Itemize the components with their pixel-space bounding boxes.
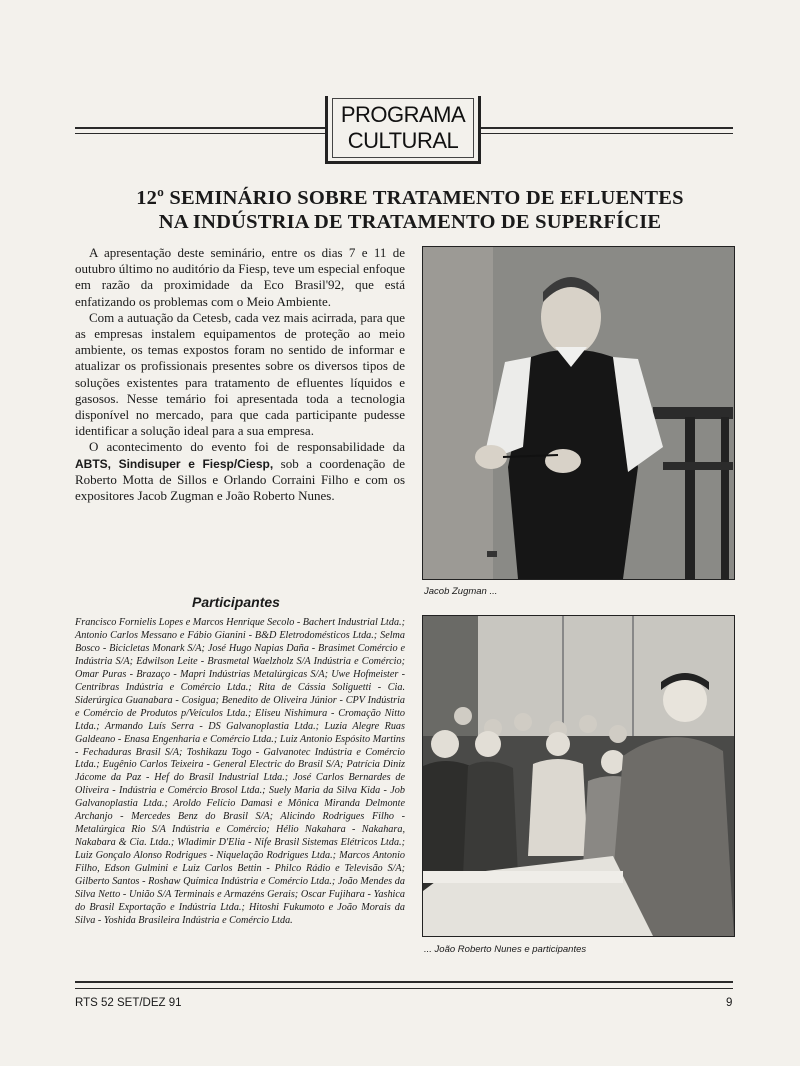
section-header-line1: PROGRAMA xyxy=(340,102,466,127)
audience-photo-illustration xyxy=(423,616,734,936)
article-title-line2: NA INDÚSTRIA DE TRATAMENTO DE SUPERFÍCIE xyxy=(158,211,662,233)
photo-jacob-zugman xyxy=(422,246,735,580)
footer-issue: RTS 52 SET/DEZ 91 xyxy=(75,997,182,1009)
header-rule-left-bottom xyxy=(75,133,325,134)
speaker-photo-illustration xyxy=(423,247,734,579)
section-header-line2: CULTURAL xyxy=(347,128,459,153)
participants-heading: Participantes xyxy=(192,594,280,610)
organizers-bold: ABTS, Sindisuper e Fiesp/Ciesp, xyxy=(75,456,274,471)
article-title-line1: 12º SEMINÁRIO SOBRE TRATAMENTO DE EFLUENTES xyxy=(136,187,684,209)
photo-caption-1: Jacob Zugman ... xyxy=(424,586,498,597)
article-body xyxy=(75,245,405,504)
header-rule-right-bottom xyxy=(481,133,733,134)
article-paragraph-1: A apresentação deste seminário, entre os dias 7 e 11 de outubro último no auditório da Fiesp, teve um especial enfoque em razão da proximidade da Eco Brasil'92, que está enfatizando os problemas com o Meio Ambiente. xyxy=(75,245,405,309)
footer-rule-top xyxy=(75,981,733,983)
section-header xyxy=(332,98,474,158)
participants-list: Francisco Fornielis Lopes e Marcos Henrique Secolo - Bachert Industrial Ltda.; Antonio Carlos Messano e Fábio Gianini - B&D Eletrodomésticos Ltda.; Selma Bosco - Bicicletas Monark S/A; José Hugo Napias Daña - Brasimet Comércio e Indústria S/A; Edwilson Leite - Brasmetal Waelzholz S/A Indústria e Comércio; Omar Puras - Brazaço - Mapri Indústrias Metalúrgicas S/A; Uwe Hofmeister - Centribras Indústria e Comércio Ltda.; Rita de Cássia Soliguetti - Cia. Siderúrgica Guanabara - Cosigua; Benedito de Oliveira Júnior - CPV Indústria e Comércio de Produtos p/Veículos Ltda.; Eliseu Nishimura - Cromação Nitto Ltda.; Armando Luís Serra - DS Galvanoplastia Ltda.; Luzia Alegre Ruas Galdeano - Enasa Engenharia e Comércio Ltda.; Luiz Antonio Espósito Martins - Fechaduras Brasil S/A; Toshikazu Togo - Galvanotec Indústria e Comércio Ltda.; Eugênio Carlos Teixeira - General Electric do Brasil S/A; Patrícia Diniz Jácome da Paz - Hef do Brasil Industrial Ltda.; José Carlos Bernardes de Oliveira - Indústria e Comércio Brosol Ltda.; Suely Maria da Silva Kida - Job Galvanoplastia Ltda.; Aroldo Felício Damasi e Mônica Miranda Delmonte Archanjo - Mercedes Benz do Brasil S/A; Alicindo Rodrigues Filho - Metalúrgica Rio S/A Indústria e Comércio; Hélio Nakahara - Nakahara, Nakabara & Cia. Ltda.; Wladimir D'Elia - Nife Brasil Sistemas Elétricos Ltda.; Luiz Gonçalo Alonso Rodrigues - Niquelação Rodrigues Ltda.; Marcos Antonio Filho, Edson Gulmini e Luiz Carlos Bettin - Philco Rádio e Televisão S/A; Gilberto Santos - Roshaw Química Indústria e Comércio Ltda.; João Mendes da Silva Netto - União S/A Terminais e Armazéns Gerais; Oscar Fujihara - Yashica do Brasil Exportação e Indústria Ltda.; Hitoshi Fukumoto e João Morais da Silva - Yoshida Brasileira Indústria e Comércio Ltda. xyxy=(75,617,405,926)
footer-rule-bottom xyxy=(75,988,733,989)
article-title xyxy=(80,186,740,234)
page-number: 9 xyxy=(726,997,733,1009)
photo-participants xyxy=(422,615,735,937)
paragraph-3-intro: O acontecimento do evento foi de responsabilidade da xyxy=(89,439,405,455)
article-paragraph-2: Com a autuação da Cetesb, cada vez mais acirrada, para que as empresas instalem equipamentos de proteção ao meio ambiente, os temas expostos foram no sentido de informar e atualizar os profissionais presentes sobre os diversos tipos de soluções existentes para tratamento de efluentes líquidos e gasosos. Nesse temário foi apresentada toda a tecnologia disponível no mercado, para que cada participante pudesse identificar a solução ideal para a sua empresa. xyxy=(75,309,405,439)
paragraph-3-rest: sob a coordenação de Roberto Motta de Sillos e Orlando Corraini Filho e com os expositores Jacob Zugman e João Roberto Nunes. xyxy=(75,455,406,504)
article-paragraph-3 xyxy=(75,439,405,504)
photo-caption-2: ... João Roberto Nunes e participantes xyxy=(424,944,587,955)
header-rule-left-top xyxy=(75,127,325,129)
header-rule-right-top xyxy=(481,127,733,129)
